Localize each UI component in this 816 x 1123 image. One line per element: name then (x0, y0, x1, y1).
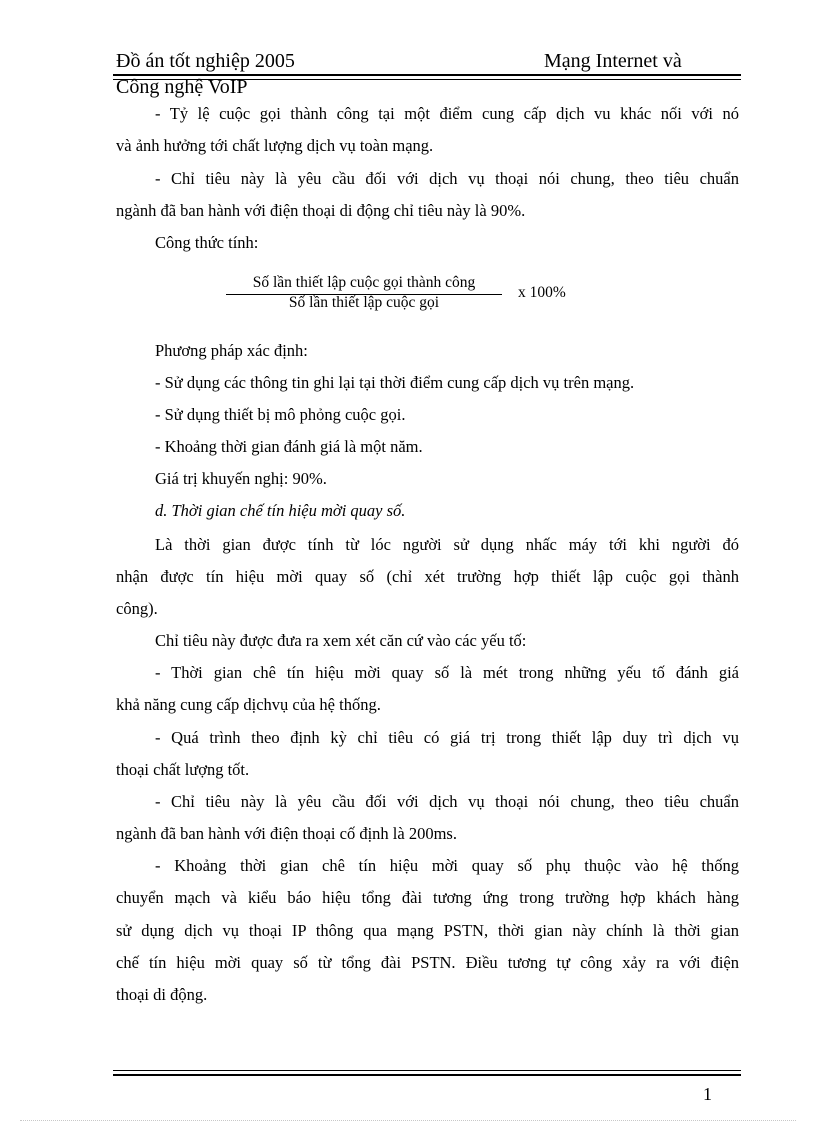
paragraph-line: - Thời gian chê tín hiệu mời quay số là mét trong những yếu tố đánh giá (155, 663, 739, 682)
paragraph-line: khả năng cung cấp dịchvụ của hệ thống. (116, 695, 381, 714)
formula-multiplier: x 100% (518, 284, 566, 301)
paragraph-line: thoại di động. (116, 985, 208, 1004)
header-right-title: Mạng Internet và (544, 50, 682, 72)
paragraph-line: nhận được tín hiệu mời quay số (chỉ xét trường hợp thiết lập cuộc gọi thành (116, 567, 739, 586)
section-heading: d. Thời gian chế tín hiệu mời quay số. (155, 501, 406, 520)
footer-rule-thin (113, 1070, 741, 1071)
paragraph-line: - Tỷ lệ cuộc gọi thành công tại một điểm cung cấp dịch vu khác nối với nó (155, 104, 739, 123)
paragraph-line: Chỉ tiêu này được đưa ra xem xét căn cứ vào các yếu tố: (155, 631, 527, 650)
header-left-title: Đồ án tốt nghiệp 2005 (116, 50, 295, 72)
paragraph-line: công). (116, 599, 158, 618)
paragraph-line: - Chỉ tiêu này là yêu cầu đối với dịch vụ thoại nói chung, theo tiêu chuẩn (155, 792, 739, 811)
formula-denominator: Số lần thiết lập cuộc gọi (288, 294, 440, 311)
paragraph-line: chế tín hiệu mời quay số từ tổng đài PSTN. Điều tương tự công xảy ra với điện (116, 953, 739, 972)
paragraph-line: - Sử dụng các thông tin ghi lại tại thời điểm cung cấp dịch vụ trên mạng. (155, 373, 635, 392)
formula-numerator: Số lần thiết lập cuộc gọi thành công (252, 274, 476, 291)
paragraph-line: Là thời gian được tính từ lóc người sử dụng nhấc máy tới khi người đó (155, 535, 739, 554)
paragraph-line: - Khoảng thời gian đánh giá là một năm. (155, 437, 423, 456)
paragraph-line: ngành đã ban hành với điện thoại di động chỉ tiêu này là 90%. (116, 201, 526, 220)
paragraph-line: - Khoảng thời gian chê tín hiệu mời quay số phụ thuộc vào hệ thống (155, 856, 739, 875)
paragraph-line: ngành đã ban hành với điện thoại cố định là 200ms. (116, 824, 457, 843)
paragraph-line: sử dụng dịch vụ thoại IP thông qua mạng PSTN, thời gian này chính là thời gian (116, 921, 739, 940)
header-subtitle: Công nghệ VoIP (116, 76, 248, 98)
paragraph-line: chuyển mạch và kiểu báo hiệu tổng đài tương ứng trong trường hợp khách hàng (116, 888, 739, 907)
paragraph-line: Phương pháp xác định: (155, 341, 308, 360)
paragraph-line: - Chỉ tiêu này là yêu cầu đối với dịch vụ thoại nói chung, theo tiêu chuẩn (155, 169, 739, 188)
paragraph-line: Công thức tính: (155, 233, 259, 252)
paragraph-line: - Sử dụng thiết bị mô phỏng cuộc gọi. (155, 405, 406, 424)
paragraph-line: - Quá trình theo định kỳ chỉ tiêu có giá trị trong thiết lập duy trì dịch vụ (155, 728, 739, 747)
footer-rule-thick (113, 1074, 741, 1076)
page-edge-dotted-line (20, 1120, 796, 1121)
page-number: 1 (703, 1084, 712, 1104)
paragraph-line: và ảnh hưởng tới chất lượng dịch vụ toàn mạng. (116, 136, 434, 155)
paragraph-line: thoại chất lượng tốt. (116, 760, 250, 779)
paragraph-line: Giá trị khuyến nghị: 90%. (155, 469, 327, 488)
